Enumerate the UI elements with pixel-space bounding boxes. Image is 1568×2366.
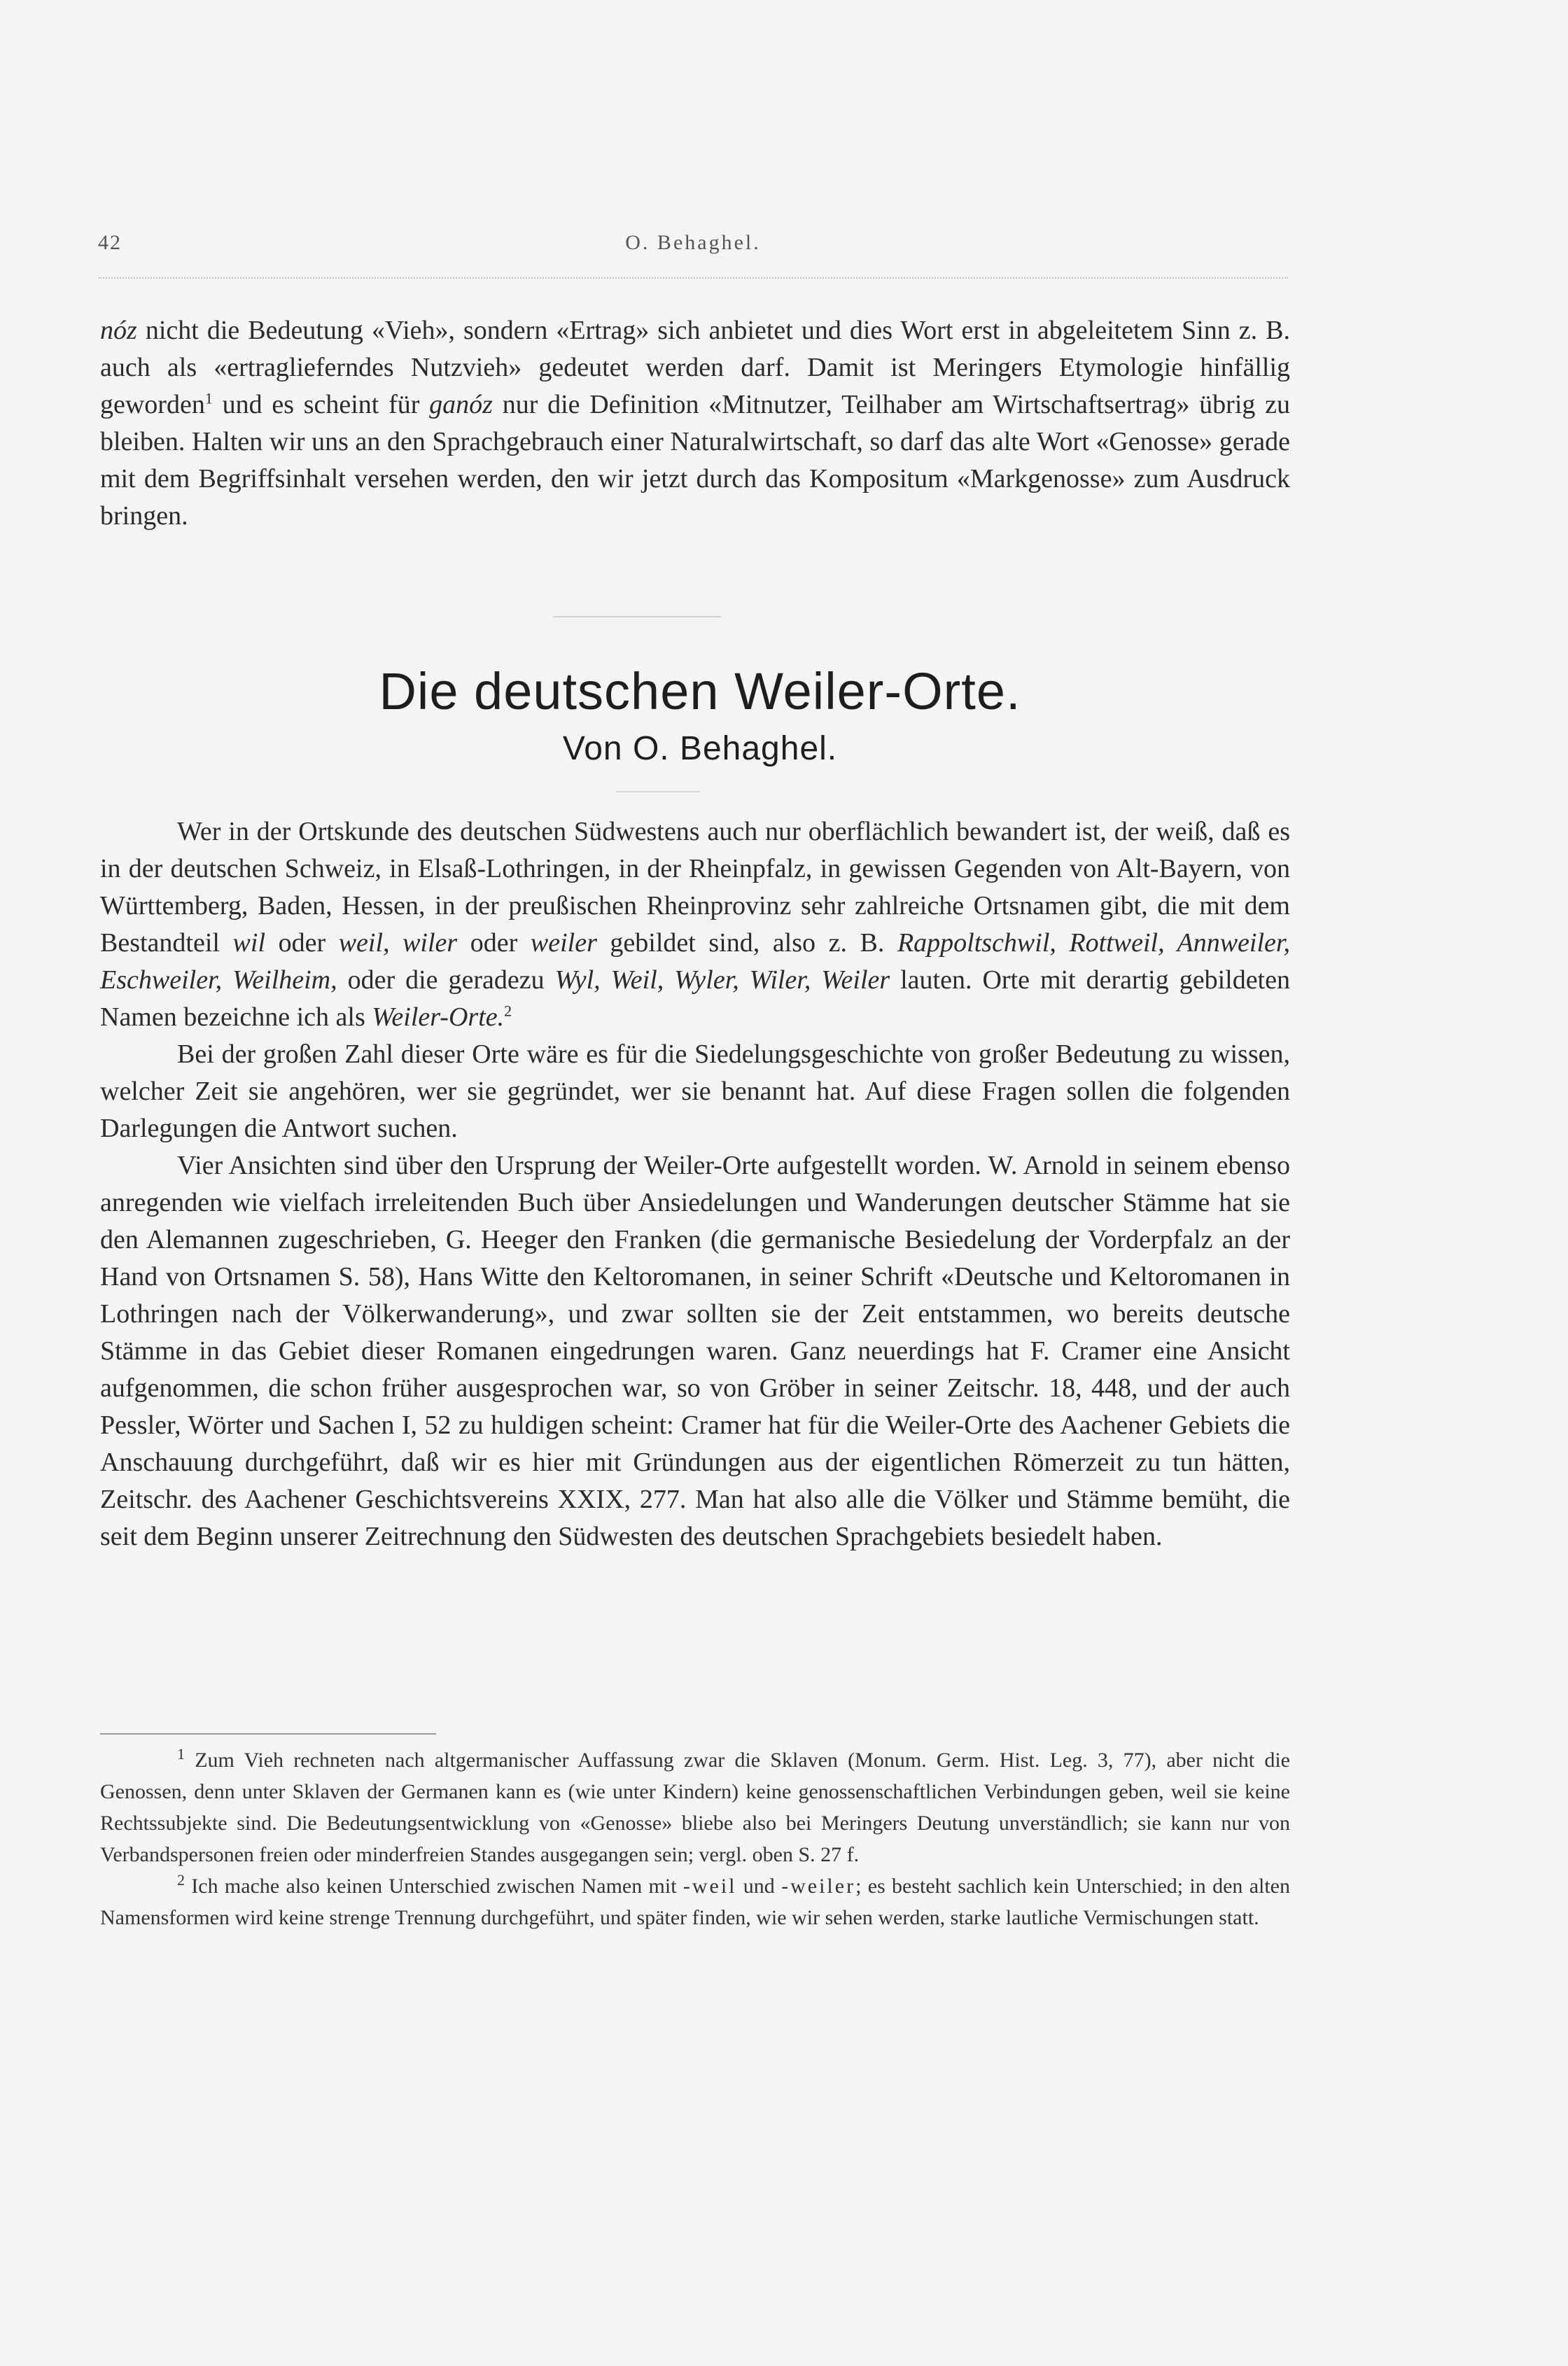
footnote-1 xyxy=(100,1744,1290,1870)
p1-italic-weiler-orte: Weiler-Orte. xyxy=(372,1002,505,1032)
page-number: 42 xyxy=(98,231,122,254)
p1-italic-wyl-list: Wyl, Weil, Wyler, Wiler, Weiler xyxy=(554,965,890,995)
footnote-rule xyxy=(100,1733,436,1735)
intro-text-1: nicht die Bedeutung «Vieh», sondern «Ertrag» sich anbietet und dies Wort erst in abgeleitetem Sinn z. B. auch als «ertraglieferndes Nutzvieh» gedeutet werden darf. Damit ist Meringers Etymologie hinfällig geworden xyxy=(100,316,1290,419)
p1-text-e: oder xyxy=(457,928,531,958)
p1-italic-weil-wiler: weil, wiler xyxy=(338,928,458,958)
p1-italic-weiler: weiler xyxy=(530,928,597,958)
intro-paragraph xyxy=(100,312,1290,535)
intro-term-ganoz: ganóz xyxy=(429,390,493,419)
section-separator xyxy=(553,616,721,617)
article-title: Die deutschen Weiler-Orte. xyxy=(379,662,1021,720)
article-byline: Von O. Behaghel. xyxy=(562,730,838,767)
p1-text-g: gebildet sind, also z. B. xyxy=(596,928,897,958)
p1-text-c: oder xyxy=(265,928,339,958)
paragraph-1 xyxy=(100,813,1290,1036)
page-header xyxy=(98,231,1288,266)
p1-italic-wil: wil xyxy=(232,928,266,958)
paragraph-3: Vier Ansichten sind über den Ursprung der Weiler-Orte aufgestellt worden. W. Arnold in seinem ebenso anregenden wie vielfach irreleitenden Buch über Ansiedelungen und Wanderungen deutscher Stämme hat sie den Alemannen zugeschrieben, G. Heeger den Franken (die germanische Besiedelung der Vorderpfalz an der Hand von Ortsnamen S. 58), Hans Witte den Keltoromanen, in seiner Schrift «Deutsche und Keltoromanen in Lothringen nach der Völkerwanderung», und zwar sollten sie der Zeit entstammen, wo bereits deutsche Stämme in das Gebiet dieser Romanen eingedrungen waren. Ganz neuerdings hat F. Cramer eine Ansicht aufgenommen, die schon früher ausgesprochen war, so von Gröber in seiner Zeitschr. 18, 448, und der auch Pessler, Wörter und Sachen I, 52 zu huldigen scheint: Cramer hat für die Weiler-Orte des Aachener Gebiets die Anschauung durchgeführt, daß wir es hier mit Gründungen aus der eigentlichen Römerzeit zu tun hätten, Zeitschr. des Aachener Geschichtsvereins XXIX, 277. Man hat also alle die Völker und Stämme bemüht, die seit dem Beginn unserer Zeitrechnung den Südwesten des deutschen Sprachgebiets besiedelt haben. xyxy=(100,1151,1290,1551)
intro-text-2: und es scheint für xyxy=(212,390,430,419)
footnote-1-text: Zum Vieh rechneten nach altgermanischer Auffassung zwar die Sklaven (Monum. Germ. Hist. Leg. 3, 77), aber nicht die Genossen, denn unter Sklaven der Germanen kann es (wie unter Kindern) keine genossenschaftlichen Verbindungen geben, weil sie keine Rechtssubjekte sind. Die Bedeutungsentwicklung von «Genosse» bliebe also bei Meringers Deutung unverständlich; sie kann nur von Verbandspersonen freien oder minderfreien Standes ausgegangen sein; vergl. oben S. 27 f. xyxy=(100,1749,1290,1866)
article-body xyxy=(100,813,1290,1555)
p1-text-i: oder die geradezu xyxy=(337,965,555,995)
p1-italic-placenames: Rappoltschwil, Rottweil, Annweiler, Eschweiler, Weilheim, xyxy=(100,928,1290,995)
footnotes xyxy=(100,1744,1290,1933)
intro-term-noz: nóz xyxy=(100,316,137,345)
intro-text-3: nur die Definition «Mitnutzer, Teilhaber am Wirtschaftsertrag» übrig zu bleiben. Halten wir uns an den Sprachgebrauch einer Naturalwirtschaft, so darf das alte Wort «Genosse» gerade mit dem Begriffsinhalt versehen werden, den wir jetzt durch das Kompositum «Markgenosse» zum Ausdruck bringen. xyxy=(100,390,1290,531)
footnote-2-text-e: ; es besteht sachlich kein Unterschied; in den alten Namensformen wird keine strenge Trennung durchgeführt, und später finden, wie wir sehen werden, starke lautliche Vermischungen statt. xyxy=(100,1875,1290,1929)
paragraph-2: Bei der großen Zahl dieser Orte wäre es für die Siedelungsgeschichte von großer Bedeutung zu wissen, welcher Zeit sie angehören, wer sie gegründet, wer sie benannt hat. Auf diese Fragen sollen die folgenden Darlegungen die Antwort suchen. xyxy=(100,1040,1290,1143)
running-head: O. Behaghel. xyxy=(625,231,761,254)
footnote-2-mark: 2 xyxy=(177,1871,185,1889)
footnote-2-suffix-weil: -weil xyxy=(682,1875,737,1898)
footnote-1-mark: 1 xyxy=(177,1745,185,1763)
header-rule xyxy=(98,277,1288,279)
p1-text-a: Wer in der Ortskunde des deutschen Südwestens auch nur oberflächlich bewandert ist, der weiß, daß es in der deutschen Schweiz, in Elsaß-Lothringen, in der Rheinpfalz, in gewissen Gegenden von Alt-Bayern, von Württemberg, Baden, Hessen, in der preußischen Rheinprovinz sehr zahlreiche Ortsnamen gibt, die mit dem Bestandteil xyxy=(100,817,1290,958)
title-rule xyxy=(616,791,700,792)
footnote-2-suffix-weiler: -weiler xyxy=(781,1875,856,1898)
footnote-2-text-a: Ich mache also keinen Unterschied zwischen Namen mit xyxy=(185,1875,683,1898)
footnote-2 xyxy=(100,1870,1290,1933)
p1-text-k: lauten. Orte mit derartig gebildeten Namen bezeichne ich als xyxy=(100,965,1290,1032)
footnote-ref-2: 2 xyxy=(504,1002,512,1020)
footnote-2-text-c: und xyxy=(736,1875,782,1898)
footnote-ref-1: 1 xyxy=(204,389,213,407)
